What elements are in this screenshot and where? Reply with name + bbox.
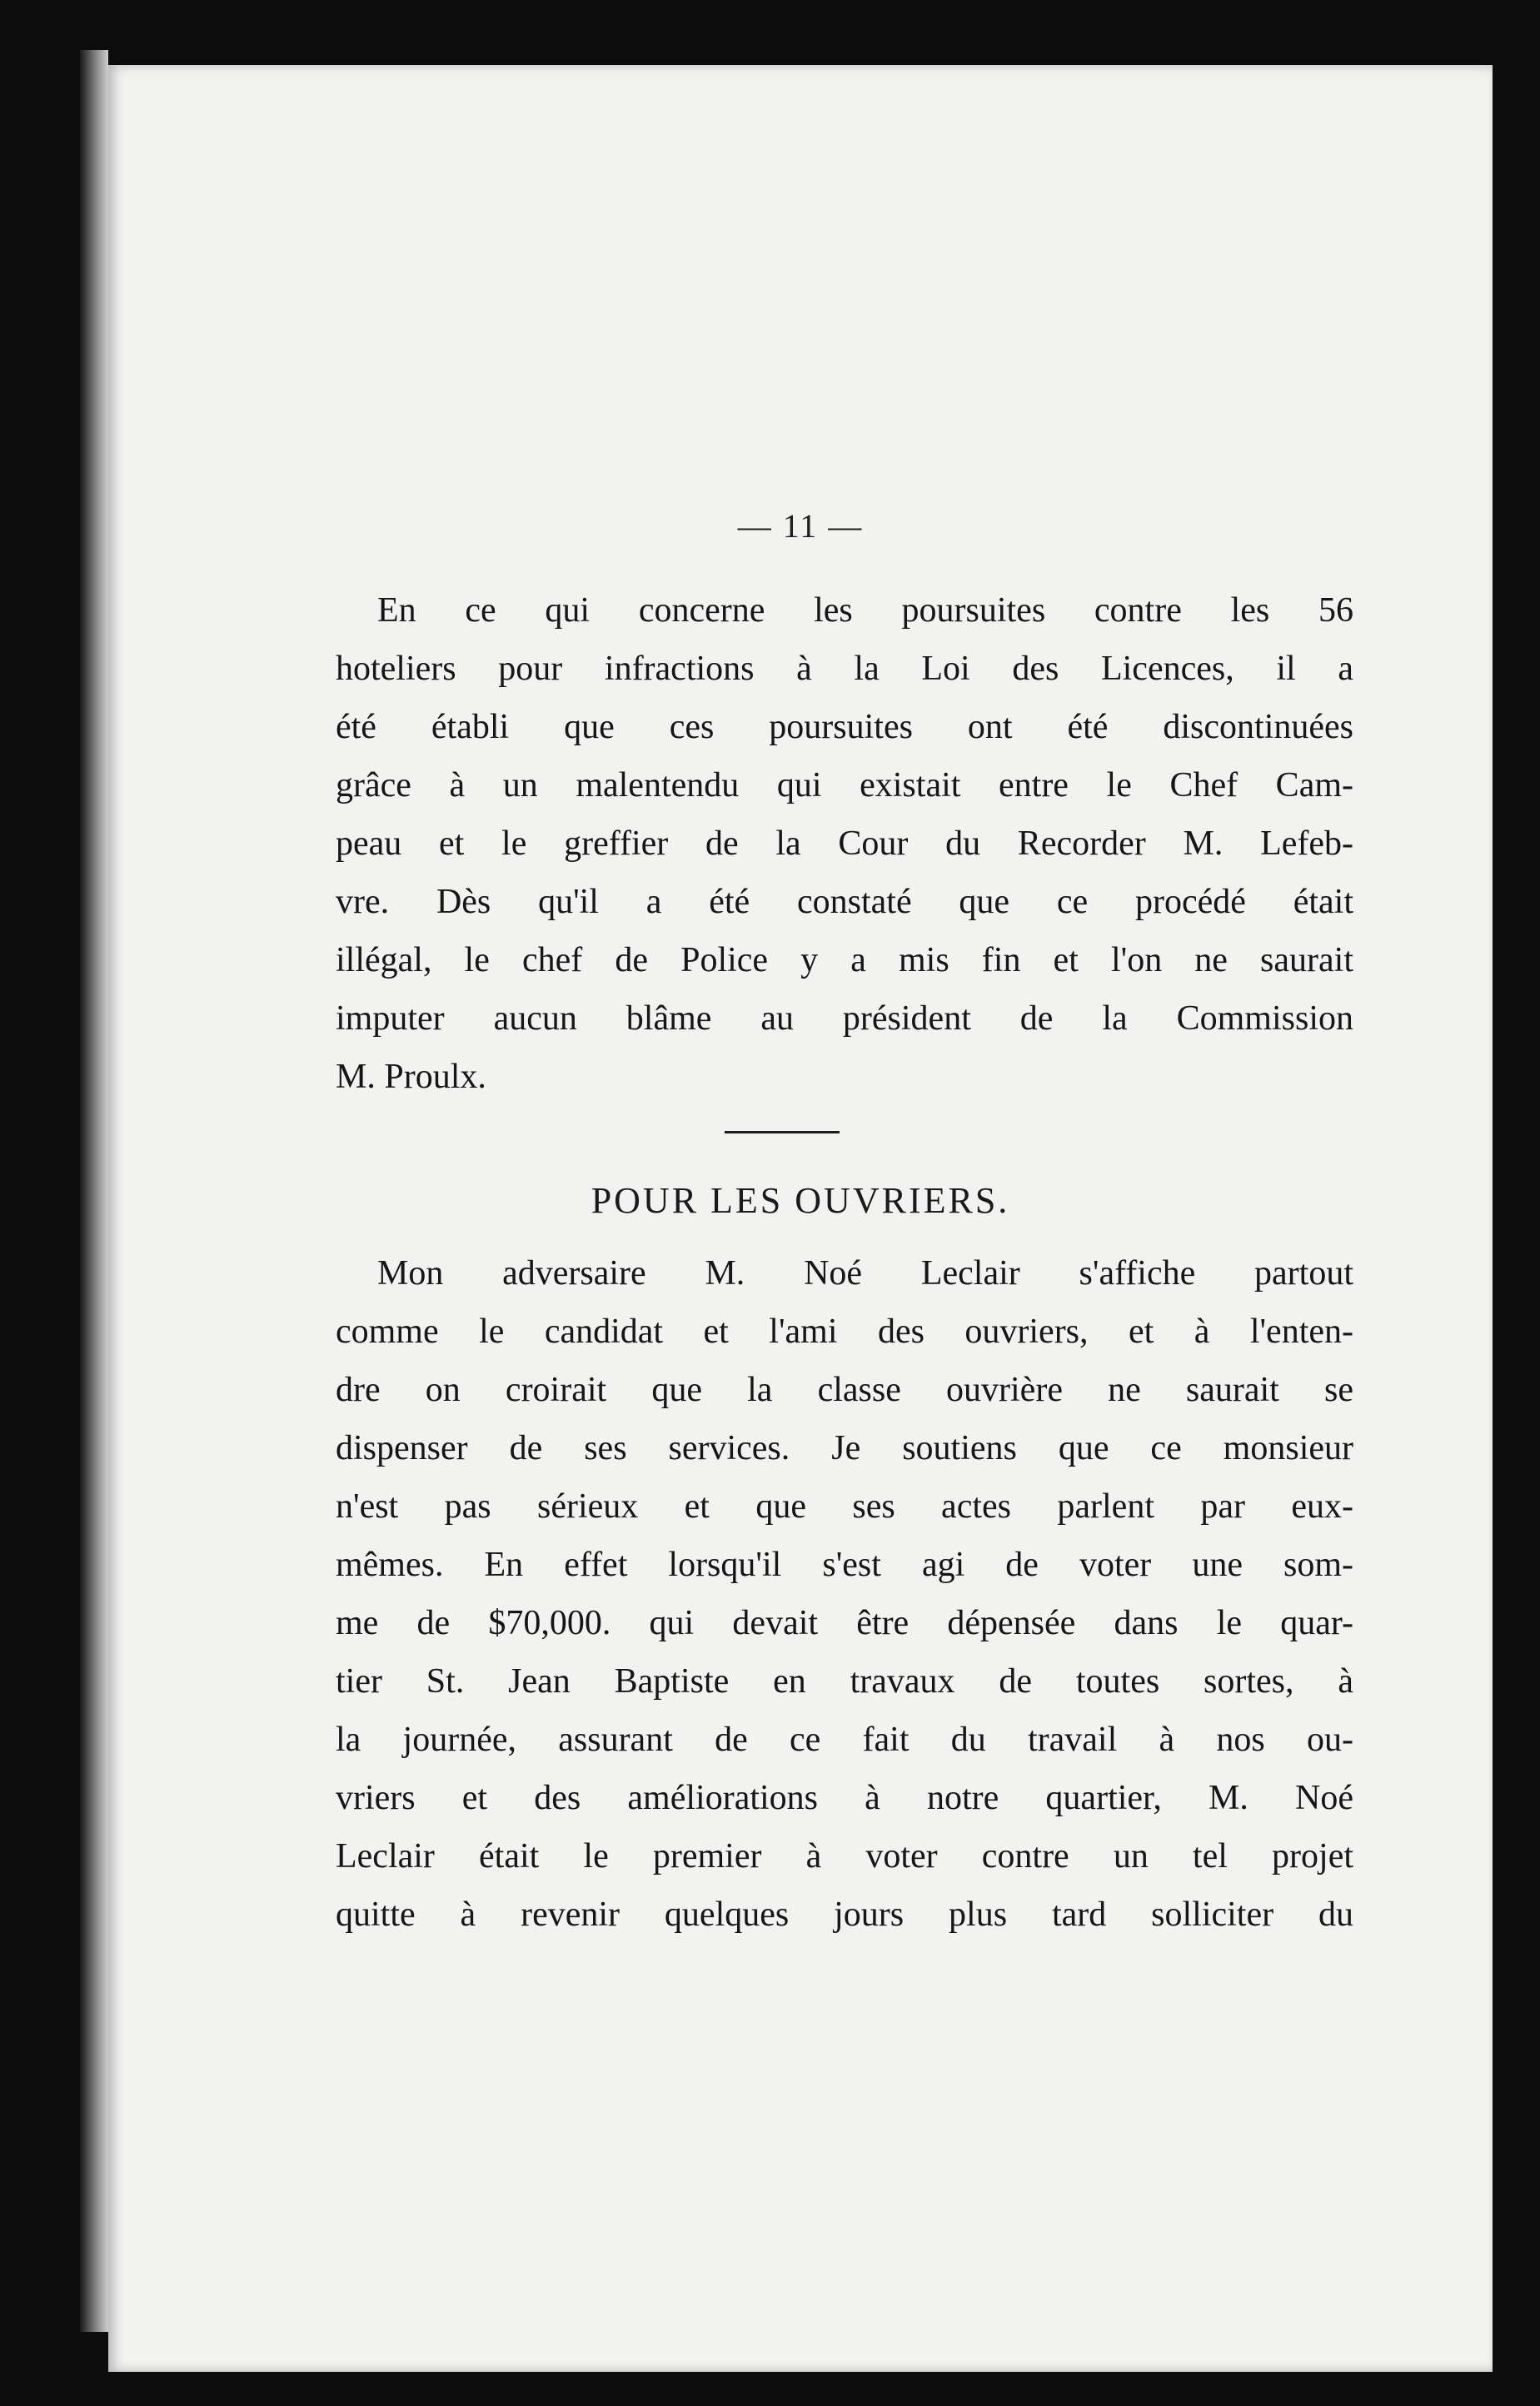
text-line: la journée, assurant de ce fait du travail à nos ou- — [336, 1721, 1353, 1759]
text-line: n'est pas sérieux et que ses actes parlent par eux- — [336, 1487, 1353, 1526]
text-line: Leclair était le premier à voter contre un tel projet — [336, 1837, 1353, 1875]
paragraph-licences — [336, 581, 1353, 1106]
text-line: vriers et des améliorations à notre quartier, M. Noé — [336, 1779, 1353, 1817]
section-title: POUR LES OUVRIERS. — [591, 1180, 1010, 1221]
text-line: vre. Dès qu'il a été constaté que ce procédé était — [336, 883, 1353, 921]
text-line: tier St. Jean Baptiste en travaux de toutes sortes, à — [336, 1662, 1353, 1701]
text-line: illégal, le chef de Police y a mis fin et l'on ne saurait — [336, 941, 1353, 979]
text-line: hoteliers pour infractions à la Loi des Licences, il a — [336, 650, 1353, 688]
text-line: peau et le greffier de la Cour du Recorder M. Lefeb- — [336, 824, 1353, 863]
text-line: dre on croirait que la classe ouvrière ne saurait se — [336, 1371, 1353, 1409]
paragraph-ouvriers — [336, 1244, 1353, 1944]
text-line: été établi que ces poursuites ont été discontinuées — [336, 708, 1353, 746]
book-spine-shadow — [80, 50, 108, 2332]
text-line: dispenser de ses services. Je soutiens que ce monsieur — [336, 1429, 1353, 1467]
section-divider — [725, 1131, 840, 1133]
book-page — [108, 65, 1493, 2372]
text-line: En ce qui concerne les poursuites contre les 56 — [377, 591, 1353, 630]
text-line: imputer aucun blâme au président de la Commission — [336, 999, 1353, 1038]
page-number: — 11 — — [737, 507, 864, 545]
text-line: me de $70,000. qui devait être dépensée dans le quar- — [336, 1604, 1353, 1642]
text-line: comme le candidat et l'ami des ouvriers, et à l'enten- — [336, 1313, 1353, 1351]
text-line: Mon adversaire M. Noé Leclair s'affiche partout — [377, 1254, 1353, 1293]
text-line: grâce à un malentendu qui existait entre le Chef Cam- — [336, 766, 1353, 804]
text-line: quitte à revenir quelques jours plus tard solliciter du — [336, 1895, 1353, 1934]
text-line: mêmes. En effet lorsqu'il s'est agi de voter une som- — [336, 1546, 1353, 1584]
text-line: M. Proulx. — [336, 1058, 486, 1096]
